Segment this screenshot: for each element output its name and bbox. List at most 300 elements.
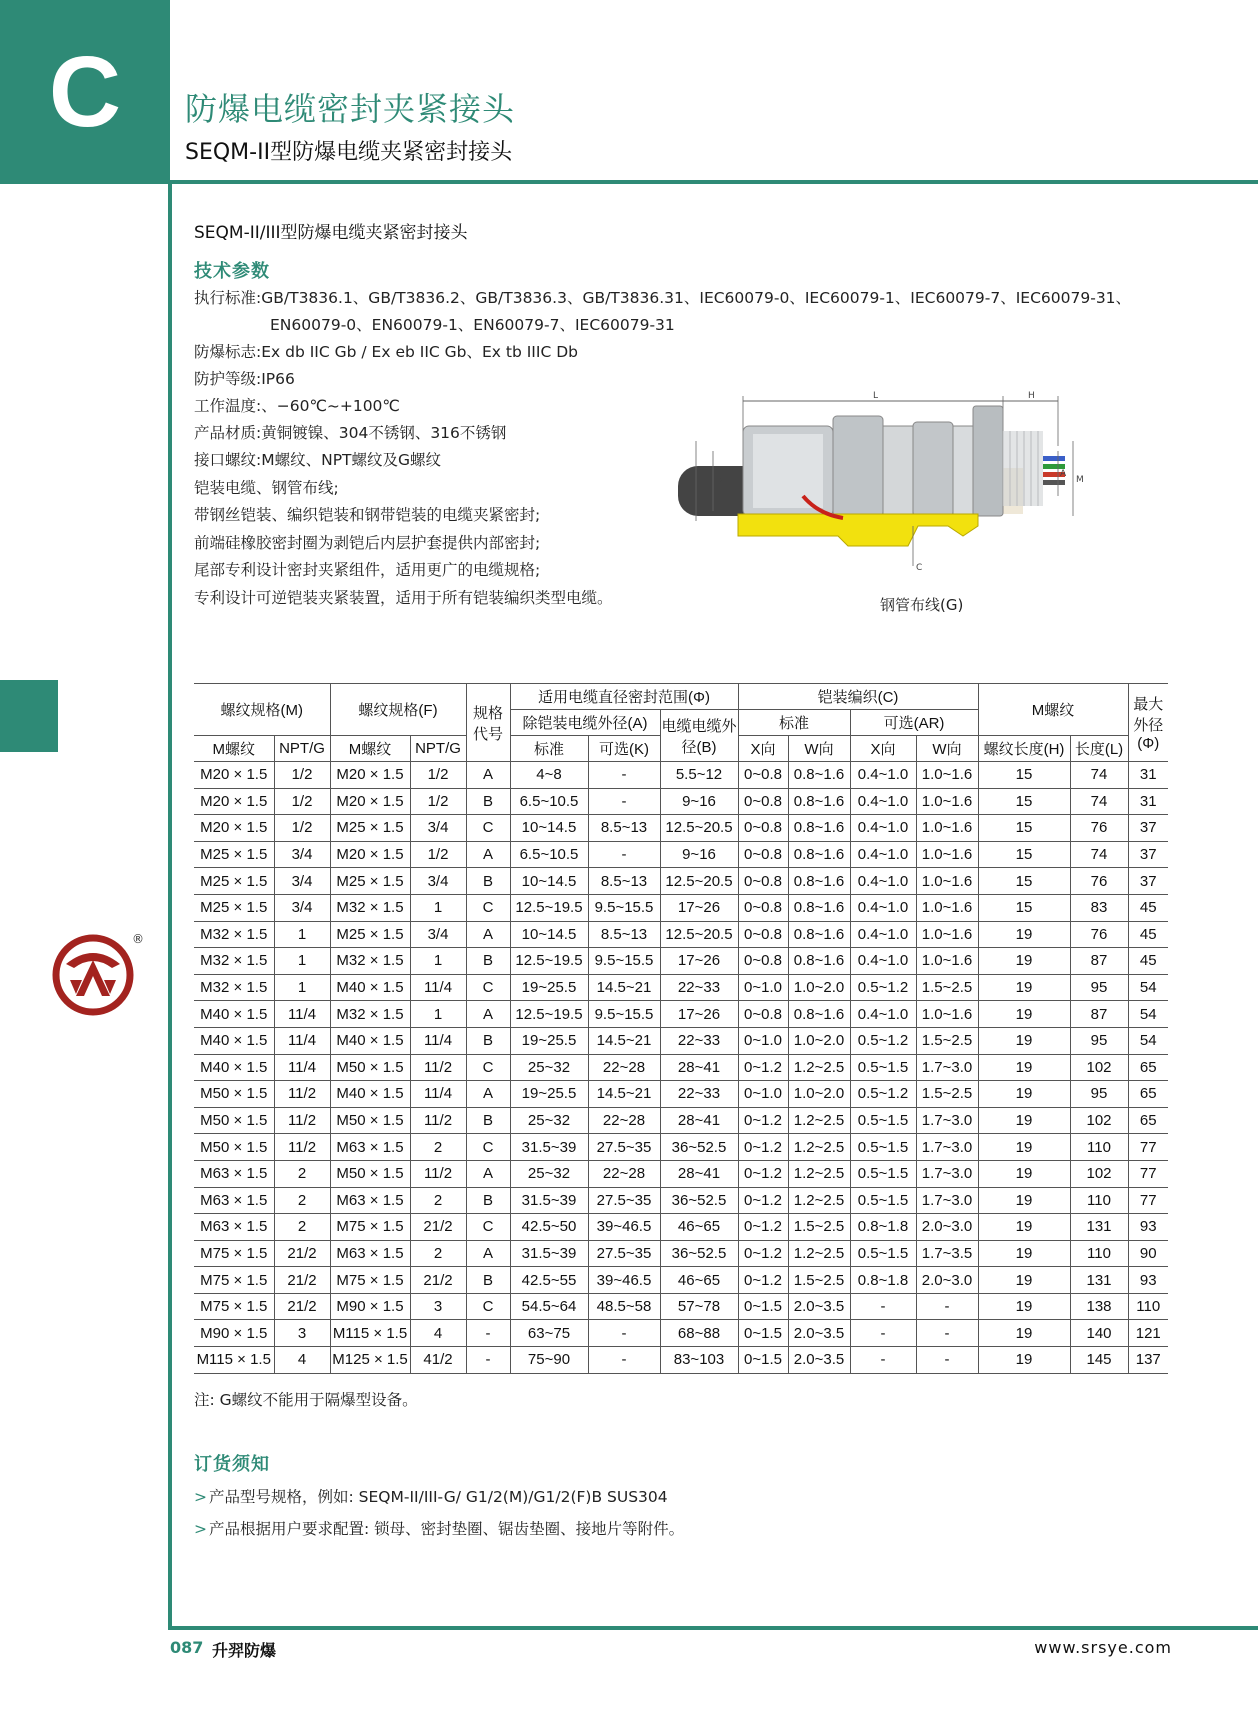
table-cell: 1.5~2.5: [788, 1214, 850, 1241]
table-row: [194, 788, 1168, 815]
table-cell: 0.5~1.5: [850, 1160, 916, 1187]
table-cell: 19: [978, 1027, 1070, 1054]
table-row: [194, 1293, 1168, 1320]
table-cell: M32 × 1.5: [330, 948, 410, 975]
table-cell: 6.5~10.5: [510, 788, 588, 815]
table-cell: 25~32: [510, 1160, 588, 1187]
table-cell: C: [466, 894, 510, 921]
table-cell: 0~1.2: [738, 1214, 788, 1241]
table-cell: 0~1.5: [738, 1347, 788, 1374]
table-cell: 22~33: [660, 1081, 738, 1108]
header-m-thread: M螺纹: [978, 684, 1128, 736]
header-w1: W向: [788, 736, 850, 762]
ip-label: 防护等级:: [194, 370, 262, 388]
table-cell: 19: [978, 1081, 1070, 1108]
table-cell: B: [466, 948, 510, 975]
table-cell: 0.5~1.2: [850, 974, 916, 1001]
table-cell: 19: [978, 1240, 1070, 1267]
temp-label: 工作温度:: [194, 397, 262, 415]
table-cell: 31.5~39: [510, 1134, 588, 1161]
table-cell: M50 × 1.5: [194, 1081, 274, 1108]
table-cell: 74: [1070, 788, 1128, 815]
table-cell: M40 × 1.5: [194, 1054, 274, 1081]
table-cell: 110: [1070, 1240, 1128, 1267]
tech-heading: 技术参数: [194, 261, 270, 282]
dim-B: B: [716, 475, 723, 485]
table-cell: 1.2~2.5: [788, 1160, 850, 1187]
table-cell: 1.0~1.6: [916, 948, 978, 975]
table-cell: 77: [1128, 1187, 1168, 1214]
table-cell: 77: [1128, 1160, 1168, 1187]
table-cell: 48.5~58: [588, 1293, 660, 1320]
table-cell: 0~0.8: [738, 762, 788, 789]
table-cell: 17~26: [660, 1001, 738, 1028]
table-cell: 90: [1128, 1240, 1168, 1267]
table-cell: C: [466, 974, 510, 1001]
header-thread-length: 螺纹长度(H): [978, 736, 1070, 762]
table-cell: 4: [410, 1320, 466, 1347]
table-cell: 1.7~3.0: [916, 1134, 978, 1161]
table-row: [194, 1107, 1168, 1134]
table-cell: 1/2: [274, 815, 330, 842]
table-cell: 37: [1128, 841, 1168, 868]
table-cell: 3: [274, 1320, 330, 1347]
table-cell: 11/4: [410, 974, 466, 1001]
table-cell: 1.5~2.5: [916, 974, 978, 1001]
table-cell: 68~88: [660, 1320, 738, 1347]
table-cell: M50 × 1.5: [330, 1107, 410, 1134]
table-cell: 2: [410, 1187, 466, 1214]
table-cell: 11/4: [410, 1027, 466, 1054]
table-cell: M50 × 1.5: [330, 1160, 410, 1187]
table-cell: 0~0.8: [738, 788, 788, 815]
table-cell: 45: [1128, 948, 1168, 975]
temp-line: [194, 394, 400, 416]
table-cell: 19: [978, 1347, 1070, 1374]
table-cell: A: [466, 1001, 510, 1028]
table-cell: 0.5~1.5: [850, 1187, 916, 1214]
table-cell: 28~41: [660, 1107, 738, 1134]
table-cell: 31: [1128, 762, 1168, 789]
header-stripped-od: 除铠装电缆外径(A): [510, 710, 660, 736]
spec-table: [194, 683, 1168, 1374]
table-cell: M20 × 1.5: [194, 762, 274, 789]
feature-item: 铠装电缆、钢管布线;: [194, 479, 339, 497]
table-cell: 11/2: [410, 1160, 466, 1187]
table-row: [194, 1347, 1168, 1374]
table-cell: 0~1.2: [738, 1054, 788, 1081]
table-row: [194, 894, 1168, 921]
table-cell: 46~65: [660, 1267, 738, 1294]
table-row: [194, 1027, 1168, 1054]
header-thread-f: 螺纹规格(F): [330, 684, 466, 736]
table-cell: 17~26: [660, 948, 738, 975]
table-cell: 12.5~19.5: [510, 948, 588, 975]
table-cell: 15: [978, 894, 1070, 921]
table-cell: 8.5~13: [588, 921, 660, 948]
table-cell: M75 × 1.5: [330, 1214, 410, 1241]
table-cell: 1: [410, 1001, 466, 1028]
table-cell: 0~1.5: [738, 1320, 788, 1347]
table-cell: 12.5~20.5: [660, 868, 738, 895]
table-cell: M115 × 1.5: [330, 1320, 410, 1347]
table-cell: 57~78: [660, 1293, 738, 1320]
table-cell: 95: [1070, 1027, 1128, 1054]
table-cell: 11/4: [410, 1081, 466, 1108]
table-cell: 37: [1128, 868, 1168, 895]
table-cell: 1.5~2.5: [916, 1081, 978, 1108]
table-cell: A: [466, 841, 510, 868]
table-cell: 19~25.5: [510, 1027, 588, 1054]
table-cell: 1.0~1.6: [916, 815, 978, 842]
registered-mark: ®: [132, 932, 144, 946]
standards-value: GB/T3836.1、GB/T3836.2、GB/T3836.3、GB/T3836.31、IEC60079-0、IEC60079-1、IEC60079-7、IEC60079-31、: [261, 289, 1132, 307]
table-cell: 87: [1070, 948, 1128, 975]
table-cell: 11/2: [410, 1107, 466, 1134]
table-cell: M63 × 1.5: [194, 1160, 274, 1187]
table-cell: M125 × 1.5: [330, 1347, 410, 1374]
header-x2: X向: [850, 736, 916, 762]
table-cell: 1.7~3.5: [916, 1240, 978, 1267]
table-cell: 8.5~13: [588, 868, 660, 895]
table-cell: C: [466, 1214, 510, 1241]
table-cell: 42.5~50: [510, 1214, 588, 1241]
table-cell: 1.0~1.6: [916, 894, 978, 921]
table-cell: 15: [978, 762, 1070, 789]
table-cell: 0.8~1.6: [788, 815, 850, 842]
table-cell: 110: [1070, 1187, 1128, 1214]
table-cell: 0.4~1.0: [850, 921, 916, 948]
table-cell: M75 × 1.5: [194, 1293, 274, 1320]
table-cell: M25 × 1.5: [330, 815, 410, 842]
table-cell: 0~1.2: [738, 1134, 788, 1161]
spec-table-body: [194, 762, 1168, 1374]
table-cell: M63 × 1.5: [330, 1134, 410, 1161]
table-cell: M50 × 1.5: [194, 1107, 274, 1134]
table-cell: 2.0~3.5: [788, 1293, 850, 1320]
table-cell: 1.0~2.0: [788, 1081, 850, 1108]
table-cell: 46~65: [660, 1214, 738, 1241]
table-cell: M90 × 1.5: [330, 1293, 410, 1320]
table-cell: 21/2: [274, 1267, 330, 1294]
side-tab-marker: [0, 680, 58, 752]
table-cell: 3/4: [274, 841, 330, 868]
table-cell: 1: [274, 921, 330, 948]
table-cell: 11/2: [274, 1081, 330, 1108]
table-cell: M40 × 1.5: [194, 1001, 274, 1028]
table-cell: 93: [1128, 1267, 1168, 1294]
table-cell: 1: [274, 948, 330, 975]
table-cell: 1.7~3.0: [916, 1160, 978, 1187]
table-cell: 2: [274, 1214, 330, 1241]
table-cell: 65: [1128, 1054, 1168, 1081]
table-cell: 121: [1128, 1320, 1168, 1347]
table-cell: 83: [1070, 894, 1128, 921]
table-row: [194, 1134, 1168, 1161]
table-row: [194, 1054, 1168, 1081]
table-cell: 76: [1070, 921, 1128, 948]
table-cell: 19: [978, 948, 1070, 975]
table-cell: 21/2: [410, 1214, 466, 1241]
table-cell: 3/4: [410, 815, 466, 842]
table-cell: 12.5~19.5: [510, 1001, 588, 1028]
table-cell: M40 × 1.5: [330, 974, 410, 1001]
table-cell: 10~14.5: [510, 815, 588, 842]
table-cell: 83~103: [660, 1347, 738, 1374]
table-cell: A: [466, 1240, 510, 1267]
table-cell: 36~52.5: [660, 1134, 738, 1161]
table-row: [194, 1267, 1168, 1294]
table-cell: 11/4: [274, 1027, 330, 1054]
table-cell: A: [466, 762, 510, 789]
table-row: [194, 1081, 1168, 1108]
thread-value: M螺纹、NPT螺纹及G螺纹: [261, 451, 442, 469]
table-cell: C: [466, 1054, 510, 1081]
table-cell: M75 × 1.5: [194, 1267, 274, 1294]
table-cell: 19: [978, 1160, 1070, 1187]
table-cell: 9.5~15.5: [588, 894, 660, 921]
table-cell: 102: [1070, 1107, 1128, 1134]
table-cell: M75 × 1.5: [194, 1240, 274, 1267]
header-optional-k: 可选(K): [588, 736, 660, 762]
table-cell: 1: [410, 894, 466, 921]
table-cell: 75~90: [510, 1347, 588, 1374]
table-cell: 1.5~2.5: [788, 1267, 850, 1294]
table-cell: 0.8~1.6: [788, 841, 850, 868]
table-cell: M63 × 1.5: [194, 1214, 274, 1241]
table-cell: 1.2~2.5: [788, 1107, 850, 1134]
table-cell: 74: [1070, 762, 1128, 789]
left-vertical-rule: [168, 184, 172, 1630]
table-cell: 31.5~39: [510, 1240, 588, 1267]
table-cell: 54: [1128, 1001, 1168, 1028]
table-cell: M25 × 1.5: [194, 841, 274, 868]
table-cell: 1.0~1.6: [916, 868, 978, 895]
table-row: [194, 921, 1168, 948]
table-cell: 1.0~2.0: [788, 974, 850, 1001]
table-cell: 0.8~1.6: [788, 948, 850, 975]
bullet-icon: >: [194, 1488, 207, 1506]
table-cell: M40 × 1.5: [330, 1027, 410, 1054]
table-cell: 1.0~1.6: [916, 841, 978, 868]
table-cell: 19: [978, 1267, 1070, 1294]
table-cell: M25 × 1.5: [330, 868, 410, 895]
table-cell: 19: [978, 921, 1070, 948]
table-cell: M50 × 1.5: [330, 1054, 410, 1081]
table-cell: 39~46.5: [588, 1214, 660, 1241]
table-cell: 14.5~21: [588, 1027, 660, 1054]
table-cell: 1/2: [274, 762, 330, 789]
table-cell: 1.7~3.0: [916, 1107, 978, 1134]
header-thread-m: 螺纹规格(M): [194, 684, 330, 736]
thread-line: [194, 448, 441, 470]
table-cell: A: [466, 921, 510, 948]
table-cell: B: [466, 1107, 510, 1134]
table-cell: 31.5~39: [510, 1187, 588, 1214]
table-cell: 54.5~64: [510, 1293, 588, 1320]
table-cell: 0.4~1.0: [850, 762, 916, 789]
table-cell: A: [466, 1160, 510, 1187]
table-cell: 0~1.0: [738, 1081, 788, 1108]
table-cell: 137: [1128, 1347, 1168, 1374]
table-cell: 15: [978, 788, 1070, 815]
table-cell: 65: [1128, 1107, 1168, 1134]
table-cell: 19~25.5: [510, 974, 588, 1001]
table-cell: 25~32: [510, 1107, 588, 1134]
table-cell: M63 × 1.5: [330, 1187, 410, 1214]
table-cell: B: [466, 1187, 510, 1214]
table-cell: 19~25.5: [510, 1081, 588, 1108]
table-cell: M40 × 1.5: [194, 1027, 274, 1054]
feature-item: 带钢丝铠装、编织铠装和钢带铠装的电缆夹紧密封;: [194, 506, 541, 524]
table-cell: 1.7~3.0: [916, 1054, 978, 1081]
table-cell: 19: [978, 1054, 1070, 1081]
table-cell: 0~1.2: [738, 1187, 788, 1214]
table-cell: M90 × 1.5: [194, 1320, 274, 1347]
table-cell: 22~28: [588, 1107, 660, 1134]
table-cell: 0~0.8: [738, 841, 788, 868]
table-cell: 21/2: [410, 1267, 466, 1294]
table-cell: 1.0~2.0: [788, 1027, 850, 1054]
table-cell: 1.0~1.6: [916, 921, 978, 948]
table-cell: 145: [1070, 1347, 1128, 1374]
table-cell: 1/2: [274, 788, 330, 815]
table-cell: M32 × 1.5: [194, 974, 274, 1001]
table-cell: 0.5~1.5: [850, 1134, 916, 1161]
table-cell: 0~1.2: [738, 1160, 788, 1187]
table-cell: 41/2: [410, 1347, 466, 1374]
table-cell: 0~1.0: [738, 1027, 788, 1054]
table-cell: -: [916, 1347, 978, 1374]
table-cell: -: [466, 1347, 510, 1374]
table-cell: -: [916, 1293, 978, 1320]
table-cell: 0~0.8: [738, 894, 788, 921]
table-cell: 0~0.8: [738, 815, 788, 842]
table-cell: M20 × 1.5: [194, 788, 274, 815]
table-cell: 2.0~3.0: [916, 1267, 978, 1294]
table-cell: 2.0~3.5: [788, 1320, 850, 1347]
table-cell: M63 × 1.5: [194, 1187, 274, 1214]
header-m: M螺纹: [194, 736, 274, 762]
table-cell: 1.0~1.6: [916, 788, 978, 815]
header-max-od: 最大外径(Φ): [1128, 684, 1168, 762]
order-text: 产品型号规格，例如: SEQM-II/III-G/ G1/2(M)/G1/2(F)B SUS304: [209, 1488, 668, 1506]
table-cell: 0.4~1.0: [850, 815, 916, 842]
table-cell: 9~16: [660, 841, 738, 868]
table-cell: 1.0~1.6: [916, 762, 978, 789]
header-npt-f: NPT/G: [410, 736, 466, 762]
material-label: 产品材质:: [194, 424, 262, 442]
bullet-icon: >: [194, 1520, 207, 1538]
header-armor: 铠装编织(C): [738, 684, 978, 710]
table-cell: 11/2: [274, 1134, 330, 1161]
table-cell: M75 × 1.5: [330, 1267, 410, 1294]
table-cell: 0.8~1.6: [788, 868, 850, 895]
table-cell: 17~26: [660, 894, 738, 921]
standards-label: 执行标准:: [194, 289, 262, 307]
feature-item: 前端硅橡胶密封圈为剥铠后内层护套提供内部密封;: [194, 534, 541, 552]
table-cell: 8.5~13: [588, 815, 660, 842]
header-npt: NPT/G: [274, 736, 330, 762]
table-cell: 37: [1128, 815, 1168, 842]
table-cell: 19: [978, 1214, 1070, 1241]
table-cell: 19: [978, 1134, 1070, 1161]
table-cell: 102: [1070, 1054, 1128, 1081]
table-cell: 0~1.2: [738, 1107, 788, 1134]
table-cell: 3/4: [274, 894, 330, 921]
table-cell: 28~41: [660, 1160, 738, 1187]
table-cell: 140: [1070, 1320, 1128, 1347]
table-cell: 19: [978, 1107, 1070, 1134]
table-cell: 131: [1070, 1214, 1128, 1241]
table-cell: 1.2~2.5: [788, 1240, 850, 1267]
company-logo-icon: [52, 934, 134, 1016]
table-cell: 131: [1070, 1267, 1128, 1294]
table-cell: 25~32: [510, 1054, 588, 1081]
dim-H: H: [1028, 391, 1035, 401]
table-cell: 87: [1070, 1001, 1128, 1028]
table-cell: 54: [1128, 974, 1168, 1001]
table-cell: 2: [274, 1187, 330, 1214]
table-cell: 95: [1070, 1081, 1128, 1108]
table-cell: 1/2: [410, 762, 466, 789]
header-divider: [170, 180, 1258, 184]
order-item: [194, 1485, 668, 1507]
table-cell: -: [588, 841, 660, 868]
table-cell: M25 × 1.5: [194, 868, 274, 895]
table-cell: 19: [978, 1320, 1070, 1347]
website-link[interactable]: www.srsye.com: [1034, 1638, 1172, 1657]
table-cell: 11/4: [274, 1054, 330, 1081]
table-cell: 39~46.5: [588, 1267, 660, 1294]
table-cell: 65: [1128, 1081, 1168, 1108]
table-row: [194, 841, 1168, 868]
table-cell: 3: [410, 1293, 466, 1320]
table-cell: B: [466, 1267, 510, 1294]
table-cell: -: [588, 788, 660, 815]
table-cell: 0~1.5: [738, 1293, 788, 1320]
table-cell: -: [850, 1347, 916, 1374]
table-cell: 0.5~1.5: [850, 1107, 916, 1134]
table-cell: 19: [978, 1001, 1070, 1028]
table-cell: C: [466, 1293, 510, 1320]
table-cell: 2: [410, 1134, 466, 1161]
header-armor-optional: 可选(AR): [850, 710, 978, 736]
table-cell: 93: [1128, 1214, 1168, 1241]
table-cell: 3/4: [410, 868, 466, 895]
table-note: 注: G螺纹不能用于隔爆型设备。: [194, 1391, 418, 1409]
table-cell: 10~14.5: [510, 921, 588, 948]
table-cell: C: [466, 1134, 510, 1161]
table-cell: 2.0~3.0: [916, 1214, 978, 1241]
table-cell: 1.2~2.5: [788, 1054, 850, 1081]
header-armor-standard: 标准: [738, 710, 850, 736]
table-cell: 1/2: [410, 788, 466, 815]
table-cell: 0~0.8: [738, 1001, 788, 1028]
order-text: 产品根据用户要求配置: 锁母、密封垫圈、锯齿垫圈、接地片等附件。: [209, 1520, 685, 1538]
table-cell: M32 × 1.5: [330, 894, 410, 921]
category-letter: C: [48, 36, 122, 148]
feature-item: 尾部专利设计密封夹紧组件，适用更广的电缆规格;: [194, 561, 541, 579]
table-cell: 12.5~19.5: [510, 894, 588, 921]
dim-A: A: [1060, 469, 1067, 479]
table-cell: B: [466, 1027, 510, 1054]
table-cell: 0.5~1.2: [850, 1027, 916, 1054]
feature-item: 专利设计可逆铠装夹紧装置，适用于所有铠装编织类型电缆。: [194, 589, 613, 607]
table-cell: 95: [1070, 974, 1128, 1001]
table-cell: 63~75: [510, 1320, 588, 1347]
table-cell: 0.8~1.6: [788, 788, 850, 815]
